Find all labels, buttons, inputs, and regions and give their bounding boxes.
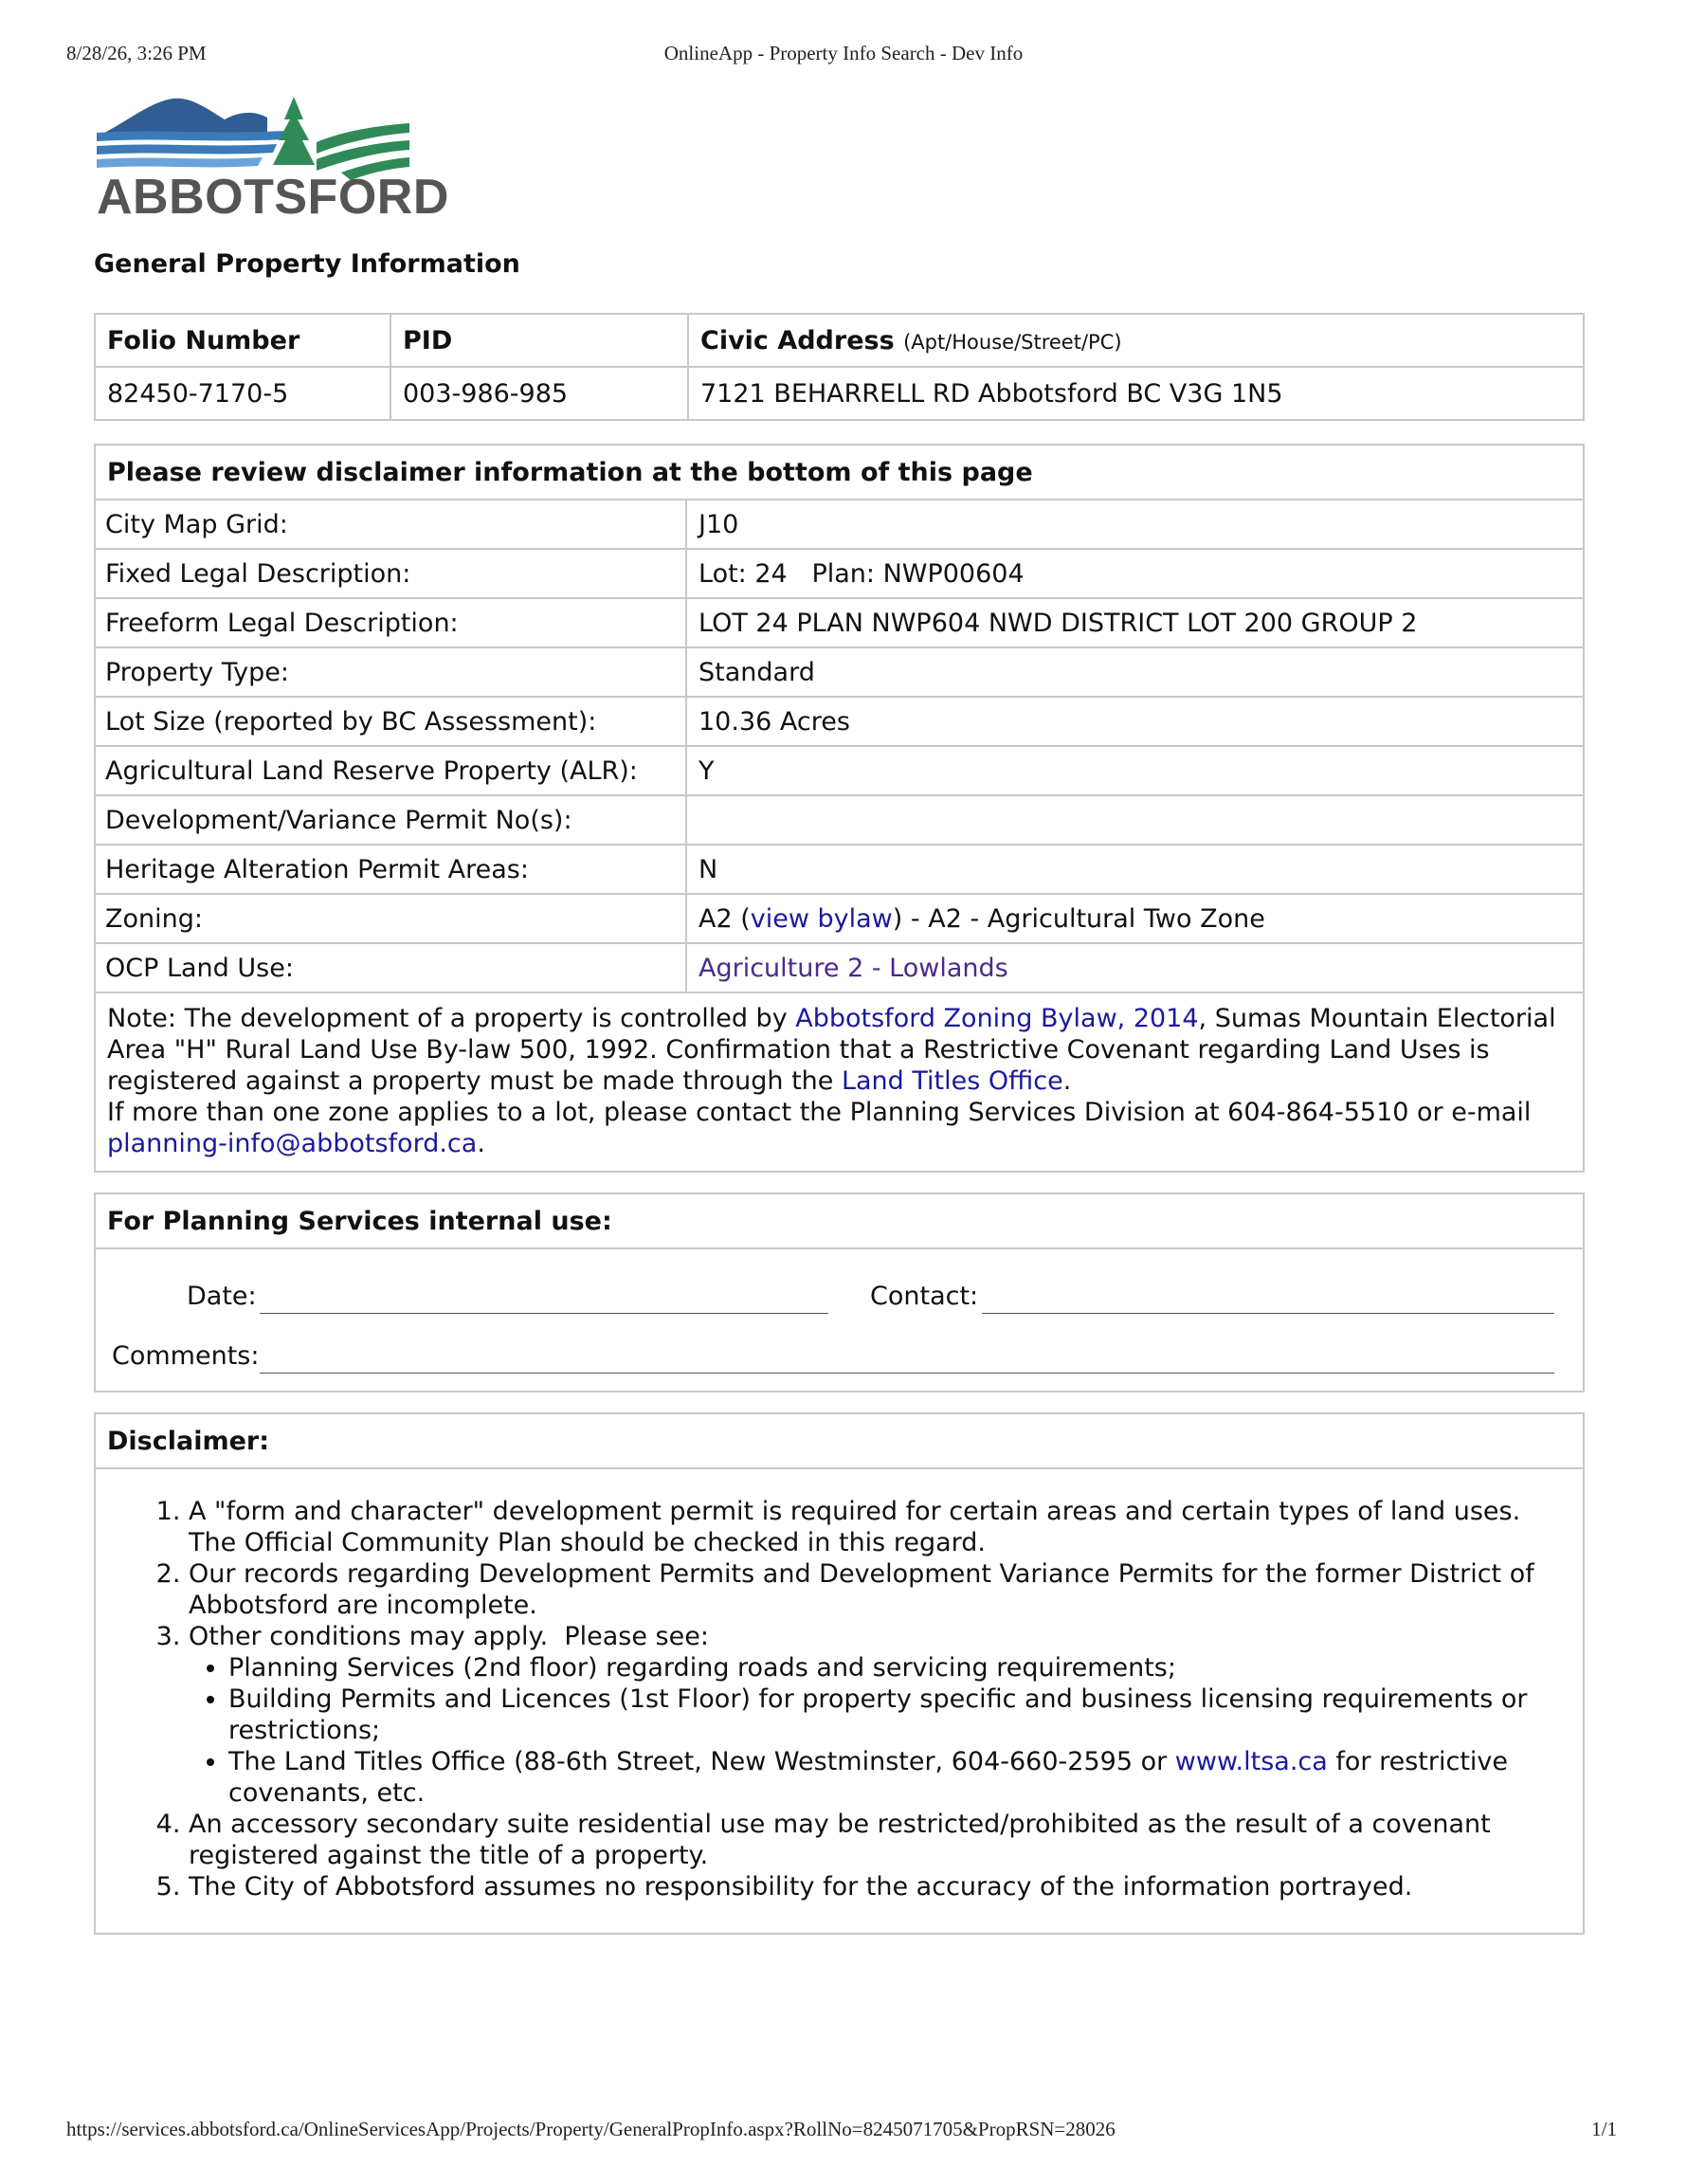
zoning-bylaw-link[interactable]: Abbotsford Zoning Bylaw, 2014 — [795, 1004, 1199, 1033]
ocp-label: OCP Land Use: — [95, 943, 686, 992]
internal-use-body — [95, 1248, 1584, 1392]
note-text: . — [477, 1129, 485, 1158]
detail-row — [95, 697, 1584, 746]
detail-label: Fixed Legal Description: — [95, 549, 686, 598]
land-titles-office-link[interactable]: Land Titles Office — [841, 1066, 1063, 1096]
note-text: . — [1062, 1066, 1072, 1096]
view-bylaw-link[interactable]: view bylaw — [750, 903, 893, 934]
detail-row — [95, 549, 1584, 598]
print-page-title: OnlineApp - Property Info Search - Dev Info — [663, 42, 1024, 64]
condition-item — [228, 1746, 1571, 1809]
logo-graphic — [97, 95, 415, 180]
header-pid: PID — [390, 314, 688, 367]
zoning-description: ) - A2 - Agricultural Two Zone — [892, 903, 1265, 934]
detail-row — [95, 795, 1584, 845]
detail-label: Property Type: — [95, 647, 686, 697]
detail-label: City Map Grid: — [95, 500, 686, 549]
print-page-number: 1/1 — [1591, 2118, 1617, 2140]
detail-row — [95, 598, 1584, 647]
condition-text: for restrictive covenants, etc. — [228, 1747, 1508, 1808]
folio-number: 82450-7170-5 — [95, 367, 390, 420]
contact-label: Contact: — [870, 1282, 979, 1311]
detail-value: Y — [686, 746, 1584, 795]
note-text: , Sumas Mountain Electorial Area "H" Rural Land Use By-law 500, 1992. Confirmation that a Restrictive Covenant regarding Land Uses is registered against a property must be made through the — [107, 1004, 1556, 1096]
page-title: General Property Information — [94, 249, 520, 279]
detail-value: Standard — [686, 647, 1584, 697]
condition-item: • Building Permits and Licences (1st Floor) for property specific and business licensing requirements or restrictions; — [228, 1684, 1571, 1746]
folio-data-row — [95, 367, 1584, 420]
header-civic-label: Civic Address — [700, 325, 895, 355]
conditions-list — [189, 1652, 1571, 1809]
disclaimer-item: 1. A "form and character" development permit is required for certain areas and certain types of land uses. The Official Community Plan should be checked in this regard. — [189, 1496, 1571, 1558]
condition-item: • Planning Services (2nd floor) regarding roads and servicing requirements; — [228, 1652, 1571, 1684]
note-row — [95, 992, 1584, 1172]
print-url: https://services.abbotsford.ca/OnlineServicesApp/Projects/Property/GeneralPropInfo.aspx?RollNo=8245071705&PropRSN=28026 — [66, 2118, 1116, 2140]
internal-use-heading: For Planning Services internal use: — [95, 1193, 1584, 1248]
comments-line[interactable] — [260, 1373, 1554, 1374]
ocp-row — [95, 943, 1584, 992]
disclaimer-heading: Disclaimer: — [95, 1413, 1584, 1468]
civic-address: 7121 BEHARRELL RD Abbotsford BC V3G 1N5 — [688, 367, 1584, 420]
disclaimer-body — [95, 1468, 1584, 1934]
disclaimer-item: 5. The City of Abbotsford assumes no responsibility for the accuracy of the information portrayed. — [189, 1871, 1571, 1902]
detail-label: Development/Variance Permit No(s): — [95, 795, 686, 845]
date-line[interactable] — [260, 1313, 828, 1314]
detail-value: 10.36 Acres — [686, 697, 1584, 746]
disclaimer-item-text: Other conditions may apply. Please see: — [189, 1622, 709, 1651]
disclaimer-table — [94, 1412, 1585, 1935]
zoning-note — [95, 992, 1584, 1172]
detail-label: Agricultural Land Reserve Property (ALR): — [95, 746, 686, 795]
detail-label: Lot Size (reported by BC Assessment): — [95, 697, 686, 746]
disclaimer-item: 2. Our records regarding Development Permits and Development Variance Permits for the former District of Abbotsford are incomplete. — [189, 1558, 1571, 1621]
detail-row — [95, 746, 1584, 795]
folio-table — [94, 313, 1585, 421]
detail-row — [95, 845, 1584, 894]
date-label: Date: — [187, 1282, 257, 1311]
logo-stripe-1 — [97, 131, 286, 141]
disclaimer-item: 4. An accessory secondary suite residential use may be restricted/prohibited as the result of a covenant registered against the title of a property. — [189, 1809, 1571, 1871]
zoning-label: Zoning: — [95, 894, 686, 943]
logo-stripe-3 — [97, 157, 263, 168]
disclaimer-list — [107, 1496, 1571, 1902]
zoning-code: A2 ( — [698, 903, 751, 934]
logo-text: ABBOTSFORD — [97, 170, 449, 225]
ocp-land-use-link[interactable]: Agriculture 2 - Lowlands — [698, 953, 1008, 983]
logo-stripe-2 — [97, 144, 277, 155]
header-civic-hint: (Apt/House/Street/PC) — [903, 330, 1122, 354]
folio-header-row — [95, 314, 1584, 367]
print-datetime: 8/28/26, 3:26 PM — [66, 42, 207, 64]
disclaimer-item — [189, 1621, 1571, 1809]
detail-row — [95, 647, 1584, 697]
note-text: If more than one zone applies to a lot, please contact the Planning Services Division at 604-864-5510 or e-mail — [107, 1098, 1532, 1127]
internal-use-table — [94, 1192, 1585, 1392]
note-text: Note: The development of a property is controlled by — [107, 1004, 796, 1033]
zoning-row — [95, 894, 1584, 943]
detail-value — [686, 795, 1584, 845]
detail-value: N — [686, 845, 1584, 894]
disclaimer-notice: Please review disclaimer information at the bottom of this page — [95, 445, 1584, 500]
property-details-table — [94, 444, 1585, 1173]
pid-value: 003-986-985 — [390, 367, 688, 420]
contact-line[interactable] — [982, 1313, 1554, 1314]
detail-value: Lot: 24 Plan: NWP00604 — [686, 549, 1584, 598]
detail-row — [95, 500, 1584, 549]
comments-label: Comments: — [112, 1341, 260, 1371]
zoning-value — [686, 894, 1584, 943]
logo-mountain — [97, 99, 267, 136]
ocp-value — [686, 943, 1584, 992]
abbotsford-logo — [97, 95, 449, 225]
ltsa-link[interactable]: www.ltsa.ca — [1174, 1747, 1328, 1776]
header-folio: Folio Number — [95, 314, 390, 367]
detail-value: LOT 24 PLAN NWP604 NWD DISTRICT LOT 200 GROUP 2 — [686, 598, 1584, 647]
detail-label: Freeform Legal Description: — [95, 598, 686, 647]
planning-email-link[interactable]: planning-info@abbotsford.ca — [107, 1129, 478, 1158]
condition-text: The Land Titles Office (88-6th Street, New Westminster, 604-660-2595 or — [228, 1747, 1175, 1776]
detail-label: Heritage Alteration Permit Areas: — [95, 845, 686, 894]
detail-value: J10 — [686, 500, 1584, 549]
header-civic — [688, 314, 1584, 367]
logo-tree — [273, 97, 315, 165]
